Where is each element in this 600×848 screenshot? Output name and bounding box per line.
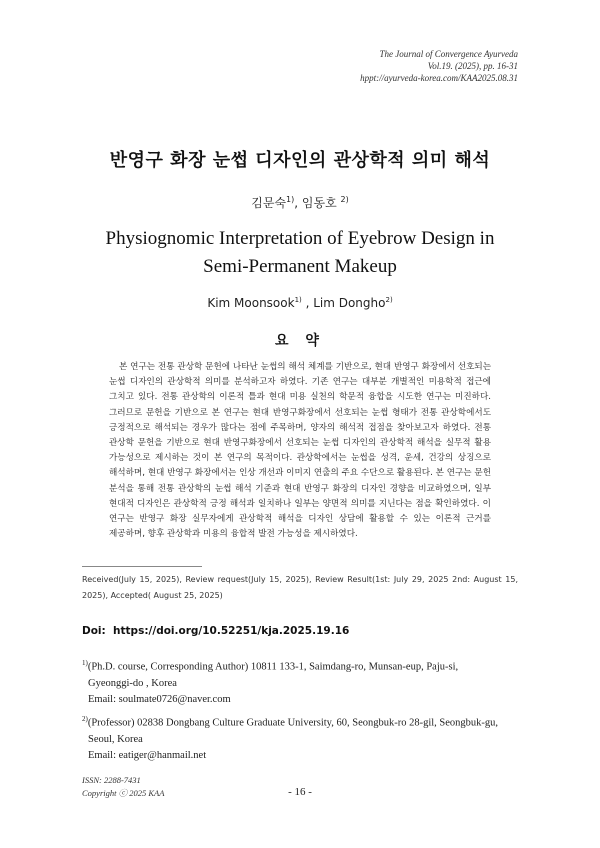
author-1-name-en: Kim Moonsook (207, 296, 295, 310)
affiliation-1-email[interactable]: Email: soulmate0726@naver.com (88, 693, 231, 705)
author-2-name-en: Lim Dongho (313, 296, 386, 310)
journal-name: The Journal of Convergence Ayurveda (379, 49, 518, 59)
authors-korean (0, 194, 600, 211)
author-separator-en: , (301, 296, 314, 310)
doi-link[interactable]: https://doi.org/10.52251/kja.2025.19.16 (113, 625, 350, 637)
affiliation-1-line-1: (Ph.D. course, Corresponding Author) 10811 133-1, Saimdang-ro, Munsan-eup, Paju-si, (87, 661, 459, 673)
affiliation-1 (82, 655, 518, 708)
affiliation-2-sup: 2) (82, 715, 88, 723)
title-english-line-1: Physiognomic Interpretation of Eyebrow Design in (105, 228, 495, 249)
journal-header (360, 48, 518, 84)
author-2-name-ko: 임동호 (301, 196, 337, 210)
issn: ISSN: 2288-7431 (82, 775, 141, 785)
affiliation-1-sup: 1) (82, 659, 88, 667)
abstract-body: 본 연구는 전통 관상학 문헌에 나타난 눈썹의 해석 체계를 기반으로, 현대 반영구 화장에서 선호되는 눈썹 디자인의 관상학적 의미를 분석하고자 하였다. 기존 연구는 대부분 개별적인 미용학적 접근에 그치고 있다. 전통 관상학의 이론적 틀과 현대 미용 실천의 학문적 융합을 시도한 연구는 미진하다. 그러므로 문헌을 기반으로 본 연구는 현대 반영구화장에서 선호되는 눈썹 형태가 전통 관상학에서도 긍정적으로 해석되는 경우가 많다는 점에 주목하며, 양자의 해석적 접점을 찾아보고자 하였다. 전통 관상학 문헌을 기반으로 현대 반영구화장에서 선호되는 눈썹 디자인의 관상학적 해석을 실무적 활용 가능성으로 제시하는 것이 본 연구의 목적이다. 관상학에서는 눈썹을 성격, 운세, 건강의 상징으로 해석하며, 현대 반영구 화장에서는 인상 개선과 이미지 연출의 주요 수단으로 활용된다. 본 연구는 문헌 분석을 통해 전통 관상학의 눈썹 해석 기준과 현대 반영구 화장의 디자인 경향을 비교하였으며, 일부 현대적 디자인은 관상학적 긍정 해석과 일치하나 일부는 양면적 의미를 지닌다는 점을 확인하였다. 이 연구는 반영구 화장 실무자에게 관상학적 해석을 디자인 상담에 활용할 수 있는 이론적 근거를 제공하며, 향후 관상학과 미용의 융합적 발전 가능성을 제시하였다. (109, 362, 491, 540)
author-1-sup-ko: 1) (286, 195, 295, 204)
page-number: - 16 - (288, 786, 312, 798)
affiliation-2-line-2: Seoul, Korea (88, 733, 143, 745)
journal-volume: Vol.19. (2025), pp. 16-31 (427, 61, 518, 71)
author-2-sup-ko: 2) (340, 195, 349, 204)
authors-english (0, 296, 600, 310)
affiliation-1-line-2: Gyeonggi-do , Korea (88, 677, 177, 689)
journal-url: hppt://ayurveda-korea.com/KAA2025.08.31 (360, 73, 518, 83)
author-separator-ko: , (294, 196, 302, 210)
affiliation-2-email[interactable]: Email: eatiger@hanmail.net (88, 749, 207, 761)
affiliation-2 (82, 711, 518, 764)
doi-line (82, 625, 349, 637)
author-2-sup-en: 2) (385, 296, 393, 304)
copyright: Copyright ⓒ 2025 KAA (82, 788, 165, 798)
affiliation-2-line-1: (Professor) 02838 Dongbang Culture Graduate University, 60, Seongbuk-ro 28-gil, Seongbuk-gu, (87, 717, 499, 729)
title-english (0, 225, 600, 281)
doi-label: Doi: (82, 625, 106, 637)
author-1-name-ko: 김문숙 (251, 196, 287, 210)
abstract-heading: 요 약 (275, 333, 325, 349)
title-korean: 반영구 화장 눈썹 디자인의 관상학적 의미 해석 (109, 150, 491, 171)
footnote-divider (82, 566, 202, 567)
received-dates: Received(July 15, 2025), Review request(July 15, 2025), Review Result(1st: July 29, 2025 2nd: August 15, 2025), Accepted( August 25, 2025) (82, 575, 518, 600)
author-1-sup-en: 1) (294, 296, 302, 304)
title-english-line-2: Semi-Permanent Makeup (203, 256, 397, 277)
